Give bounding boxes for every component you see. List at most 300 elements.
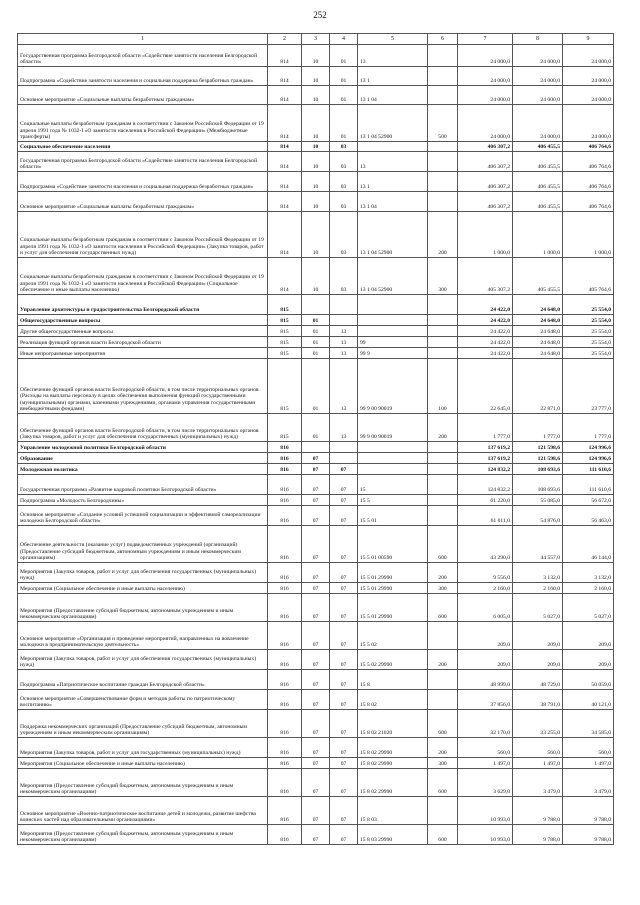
table-body [18, 45, 614, 845]
table-row [18, 475, 614, 495]
row-name-cell: Основное мероприятие «Совершенствование форм и методов работы по патриотическому воспитанию» [18, 690, 268, 710]
table-row [18, 650, 614, 670]
row-name-cell: Мероприятия (Предоставление субсидий бюджетным, автономным учреждениям и иным некоммерческим организациям) [18, 769, 268, 797]
row-value-cell: 50 059,0 [563, 670, 614, 690]
row-value-cell: 01 [330, 45, 358, 67]
row-value-cell: 25 554,0 [563, 326, 614, 337]
row-value-cell: 07 [302, 594, 330, 622]
row-name-cell: Мероприятия (Предоставление субсидий бюджетным, автономным учреждениям и иным некоммерческим организациям) [18, 594, 268, 622]
row-value-cell: 25 554,0 [563, 348, 614, 359]
row-value-cell: 816 [268, 442, 302, 453]
row-value-cell: 48 729,0 [513, 670, 563, 690]
row-value-cell: 121 598,6 [513, 442, 563, 453]
row-value-cell: 32 170,0 [458, 710, 513, 738]
row-name-cell: Подпрограмма «Патриотическое воспитание граждан Белгородской области» [18, 670, 268, 690]
table-row [18, 622, 614, 650]
row-value-cell: 600 [428, 825, 458, 845]
row-value-cell: 3 629,0 [458, 769, 513, 797]
row-value-cell [428, 797, 458, 825]
row-value-cell: 03 [330, 152, 358, 172]
row-value-cell: 814 [268, 212, 302, 258]
row-value-cell [358, 326, 428, 337]
row-value-cell: 03 [330, 258, 358, 295]
row-value-cell: 9 556,0 [458, 563, 513, 583]
row-value-cell: 01 [330, 67, 358, 86]
row-value-cell [428, 690, 458, 710]
row-name-cell: Подпрограмма «Молодость Белгородчины» [18, 495, 268, 506]
column-header: 8 [513, 34, 563, 45]
table-row [18, 67, 614, 86]
row-value-cell: 814 [268, 45, 302, 67]
row-value-cell: 07 [330, 622, 358, 650]
row-value-cell: 07 [302, 622, 330, 650]
row-name-cell: Мероприятия (Закупка товаров, работ и услуг для обеспечения государственных (муниципальных) нужд) [18, 563, 268, 583]
row-value-cell: 816 [268, 563, 302, 583]
row-value-cell: 814 [268, 142, 302, 152]
row-value-cell: 600 [428, 526, 458, 563]
row-value-cell: 816 [268, 583, 302, 594]
row-value-cell: 01 [302, 315, 330, 326]
table-row [18, 738, 614, 758]
row-value-cell: 3 132,0 [513, 563, 563, 583]
row-value-cell: 07 [302, 464, 330, 475]
table-row [18, 594, 614, 622]
row-value-cell: 99 9 00 90019 [358, 359, 428, 414]
row-value-cell: 13 1 [358, 172, 428, 192]
row-value-cell: 9 788,0 [563, 797, 614, 825]
row-value-cell: 10 [302, 105, 330, 142]
row-value-cell: 24 648,0 [513, 326, 563, 337]
row-value-cell: 200 [428, 414, 458, 442]
row-value-cell: 1 497,0 [513, 758, 563, 769]
row-value-cell: 07 [330, 650, 358, 670]
table-row [18, 825, 614, 845]
row-value-cell: 40 121,0 [563, 690, 614, 710]
row-value-cell: 24 000,0 [563, 86, 614, 105]
row-value-cell: 15 5 [358, 495, 428, 506]
row-value-cell: 07 [302, 583, 330, 594]
row-value-cell: 07 [302, 650, 330, 670]
row-value-cell: 815 [268, 414, 302, 442]
row-value-cell: 07 [330, 690, 358, 710]
row-value-cell [428, 86, 458, 105]
row-value-cell: 405 307,2 [458, 258, 513, 295]
row-name-cell: Образование [18, 453, 268, 464]
row-value-cell: 13 [330, 337, 358, 348]
table-row [18, 563, 614, 583]
table-row [18, 337, 614, 348]
row-name-cell: Мероприятия (Социальное обеспечение и иные выплаты населению) [18, 758, 268, 769]
row-value-cell [428, 495, 458, 506]
row-value-cell: 24 648,0 [513, 315, 563, 326]
row-value-cell: 43 290,0 [458, 526, 513, 563]
column-header: 2 [268, 34, 302, 45]
row-value-cell: 01 [302, 414, 330, 442]
row-value-cell: 15 5 02 29990 [358, 650, 428, 670]
table-row [18, 453, 614, 464]
row-value-cell: 10 [302, 67, 330, 86]
row-value-cell: 13 [330, 359, 358, 414]
row-value-cell: 816 [268, 526, 302, 563]
row-value-cell: 24 000,0 [513, 86, 563, 105]
row-value-cell: 814 [268, 105, 302, 142]
row-value-cell: 46 144,0 [563, 526, 614, 563]
row-value-cell: 15 8 02 21020 [358, 710, 428, 738]
row-value-cell: 15 8 [358, 670, 428, 690]
row-value-cell: 07 [302, 710, 330, 738]
row-value-cell: 24 000,0 [513, 67, 563, 86]
row-value-cell: 15 [358, 475, 428, 495]
row-value-cell [428, 506, 458, 526]
row-value-cell [428, 453, 458, 464]
row-value-cell: 815 [268, 315, 302, 326]
row-value-cell: 24 422,0 [458, 326, 513, 337]
row-value-cell: 600 [428, 769, 458, 797]
row-value-cell: 300 [428, 758, 458, 769]
row-value-cell: 03 [330, 212, 358, 258]
row-value-cell: 07 [330, 670, 358, 690]
row-value-cell: 13 1 04 52900 [358, 258, 428, 295]
row-value-cell: 816 [268, 650, 302, 670]
row-value-cell: 1 777,0 [563, 414, 614, 442]
table-row [18, 192, 614, 212]
row-value-cell: 07 [302, 563, 330, 583]
row-value-cell [428, 442, 458, 453]
row-value-cell [428, 622, 458, 650]
row-value-cell [358, 453, 428, 464]
row-value-cell: 24 000,0 [458, 45, 513, 67]
row-value-cell: 815 [268, 326, 302, 337]
row-value-cell: 07 [330, 464, 358, 475]
row-value-cell: 124 996,6 [563, 453, 614, 464]
row-value-cell: 814 [268, 192, 302, 212]
row-value-cell [358, 295, 428, 315]
row-value-cell: 01 [302, 348, 330, 359]
row-value-cell: 03 [330, 172, 358, 192]
row-value-cell: 07 [330, 738, 358, 758]
table-row [18, 495, 614, 506]
column-header: 1 [18, 34, 268, 45]
row-value-cell: 500 [428, 105, 458, 142]
row-name-cell: Основное мероприятие «Создание условий успешной социализации и эффективной самореализации молодежи Белгородской области» [18, 506, 268, 526]
row-value-cell: 15 8 02 [358, 690, 428, 710]
row-value-cell: 24 422,0 [458, 295, 513, 315]
row-value-cell [302, 442, 330, 453]
row-value-cell: 13 [330, 348, 358, 359]
table-row [18, 105, 614, 142]
row-value-cell: 816 [268, 758, 302, 769]
row-value-cell: 300 [428, 258, 458, 295]
row-name-cell: Мероприятия (Предоставление субсидий бюджетным, автономным учреждениям и иным некоммерческим организациям) [18, 825, 268, 845]
table-row [18, 142, 614, 152]
row-value-cell: 07 [302, 797, 330, 825]
row-value-cell [428, 315, 458, 326]
row-value-cell: 15 5 01 00590 [358, 526, 428, 563]
row-value-cell: 25 554,0 [563, 337, 614, 348]
row-value-cell: 07 [330, 495, 358, 506]
row-value-cell [330, 315, 358, 326]
row-value-cell: 24 000,0 [458, 86, 513, 105]
row-value-cell [302, 295, 330, 315]
row-value-cell: 48 999,0 [458, 670, 513, 690]
row-value-cell: 13 [330, 414, 358, 442]
row-value-cell [428, 670, 458, 690]
row-name-cell: Основное мероприятие «Социальные выплаты безработным гражданам» [18, 192, 268, 212]
row-value-cell: 9 788,0 [563, 825, 614, 845]
row-value-cell [428, 348, 458, 359]
row-value-cell: 815 [268, 348, 302, 359]
row-value-cell: 406 455,5 [513, 172, 563, 192]
row-name-cell: Подпрограмма «Содействие занятости населения и социальная поддержка безработных граждан» [18, 67, 268, 86]
row-value-cell: 124 996,6 [563, 442, 614, 453]
table-row [18, 758, 614, 769]
row-value-cell: 22 871,0 [513, 359, 563, 414]
row-value-cell: 209,0 [458, 622, 513, 650]
row-value-cell: 24 000,0 [458, 105, 513, 142]
row-value-cell: 1 000,0 [513, 212, 563, 258]
row-value-cell [428, 67, 458, 86]
row-value-cell: 405 764,6 [563, 258, 614, 295]
table-row [18, 45, 614, 67]
row-value-cell: 406 307,2 [458, 152, 513, 172]
row-value-cell: 23 777,0 [563, 359, 614, 414]
row-value-cell: 13 1 04 [358, 192, 428, 212]
row-value-cell: 200 [428, 212, 458, 258]
row-name-cell: Управление архитектуры и градостроительства Белгородской области [18, 295, 268, 315]
row-value-cell [428, 152, 458, 172]
row-value-cell: 137 619,2 [458, 442, 513, 453]
row-value-cell: 406 307,2 [458, 172, 513, 192]
row-value-cell: 814 [268, 86, 302, 105]
row-value-cell: 24 422,0 [458, 337, 513, 348]
row-value-cell: 600 [428, 594, 458, 622]
row-value-cell [330, 295, 358, 315]
row-value-cell: 3 479,0 [563, 769, 614, 797]
row-value-cell: 07 [330, 710, 358, 738]
row-value-cell: 2 160,0 [458, 583, 513, 594]
row-value-cell: 15 8 03 [358, 797, 428, 825]
row-value-cell: 814 [268, 258, 302, 295]
row-value-cell: 406 764,6 [563, 172, 614, 192]
row-value-cell: 01 [330, 105, 358, 142]
row-value-cell: 07 [302, 495, 330, 506]
row-value-cell [330, 453, 358, 464]
row-value-cell: 07 [302, 738, 330, 758]
row-value-cell: 816 [268, 594, 302, 622]
row-value-cell: 209,0 [513, 622, 563, 650]
row-value-cell: 10 [302, 142, 330, 152]
row-value-cell: 25 554,0 [563, 295, 614, 315]
row-value-cell: 124 832,2 [458, 475, 513, 495]
row-value-cell: 406 307,2 [458, 142, 513, 152]
row-value-cell: 2 160,0 [513, 583, 563, 594]
row-value-cell: 15 5 02 [358, 622, 428, 650]
row-value-cell: 815 [268, 359, 302, 414]
row-name-cell: Государственная программа «Развитие кадровой политики Белгородской области» [18, 475, 268, 495]
row-value-cell: 816 [268, 622, 302, 650]
row-value-cell: 209,0 [563, 622, 614, 650]
row-value-cell: 406 764,6 [563, 192, 614, 212]
row-value-cell: 54 876,0 [513, 506, 563, 526]
table-row [18, 710, 614, 738]
row-value-cell: 44 557,0 [513, 526, 563, 563]
row-value-cell: 10 [302, 192, 330, 212]
row-value-cell: 10 [302, 45, 330, 67]
row-value-cell: 815 [268, 295, 302, 315]
row-value-cell [428, 475, 458, 495]
row-value-cell: 24 648,0 [513, 337, 563, 348]
column-header: 7 [458, 34, 513, 45]
row-value-cell: 108 693,6 [513, 475, 563, 495]
row-value-cell: 3 132,0 [563, 563, 614, 583]
row-value-cell: 61 220,0 [458, 495, 513, 506]
table-row [18, 414, 614, 442]
row-name-cell: Основное мероприятие «Социальные выплаты безработным гражданам» [18, 86, 268, 105]
row-name-cell: Социальное обеспечение населения [18, 142, 268, 152]
row-value-cell: 07 [330, 563, 358, 583]
row-value-cell: 37 856,0 [458, 690, 513, 710]
row-value-cell: 07 [330, 475, 358, 495]
row-value-cell: 815 [268, 337, 302, 348]
row-name-cell: Общегосударственные вопросы [18, 315, 268, 326]
table-row [18, 315, 614, 326]
row-name-cell: Социальные выплаты безработным гражданам в соответствии с Законом Российской Федерации от 19 апреля 1991 года № 1032-I «О занятости населения в Российской Федерации» (Закупка товаров, работ и услуг для обеспечения государственных нужд) [18, 212, 268, 258]
row-name-cell: Основное мероприятие «Военно-патриотическое воспитание детей и молодежи, развитие шефства воинских частей над образовательными организациями» [18, 797, 268, 825]
row-value-cell: 200 [428, 650, 458, 670]
row-value-cell: 111 610,6 [563, 464, 614, 475]
row-value-cell: 24 648,0 [513, 348, 563, 359]
row-value-cell [428, 142, 458, 152]
row-value-cell [428, 192, 458, 212]
row-value-cell: 10 993,0 [458, 797, 513, 825]
row-value-cell: 121 598,6 [513, 453, 563, 464]
row-value-cell [358, 315, 428, 326]
row-value-cell [358, 442, 428, 453]
row-value-cell: 406 455,5 [513, 142, 563, 152]
row-name-cell: Государственная программа Белгородской области «Содействие занятости населения Белгородской области» [18, 45, 268, 67]
row-value-cell: 03 [330, 192, 358, 212]
row-value-cell: 816 [268, 495, 302, 506]
row-value-cell: 300 [428, 583, 458, 594]
row-value-cell: 406 764,6 [563, 142, 614, 152]
row-value-cell: 816 [268, 453, 302, 464]
row-value-cell: 24 648,0 [513, 295, 563, 315]
row-value-cell: 07 [302, 453, 330, 464]
row-value-cell: 22 645,0 [458, 359, 513, 414]
row-name-cell: Социальные выплаты безработным гражданам в соответствии с Законом Российской Федерации от 19 апреля 1991 года № 1032-I «О занятости населения в Российской Федерации» (Социальное обеспечение и иные выплаты населению) [18, 258, 268, 295]
row-value-cell: 10 [302, 152, 330, 172]
row-value-cell: 13 [330, 326, 358, 337]
row-value-cell: 56 672,0 [563, 495, 614, 506]
row-value-cell: 560,0 [513, 738, 563, 758]
row-name-cell: Реализация функций органов власти Белгородской области [18, 337, 268, 348]
row-value-cell: 137 619,2 [458, 453, 513, 464]
row-value-cell: 209,0 [513, 650, 563, 670]
row-value-cell: 405 455,5 [513, 258, 563, 295]
row-value-cell: 406 764,6 [563, 152, 614, 172]
row-value-cell [358, 464, 428, 475]
row-value-cell [428, 464, 458, 475]
row-value-cell: 816 [268, 690, 302, 710]
row-value-cell: 07 [302, 769, 330, 797]
row-name-cell: Основное мероприятие «Организация и проведение мероприятий, направленных на вовлечение молодежи в предпринимательскую деятельность» [18, 622, 268, 650]
row-value-cell: 9 788,0 [513, 825, 563, 845]
row-value-cell: 01 [302, 326, 330, 337]
row-name-cell: Мероприятия (Закупка товаров, работ и услуг для обеспечения государственных (муниципальных) нужд) [18, 650, 268, 670]
row-value-cell: 07 [330, 583, 358, 594]
row-value-cell: 15 8 02 29990 [358, 758, 428, 769]
row-value-cell: 2 160,0 [563, 583, 614, 594]
row-name-cell: Поддержка некоммерческих организаций (Предоставление субсидий бюджетным, автономным учреждениям и иным некоммерческим организациям) [18, 710, 268, 738]
row-name-cell: Обеспечение деятельности (оказание услуг) подведомственных учреждений (организаций) (Предоставление субсидий бюджетным, автономным учреждениям и иным некоммерческим организациям) [18, 526, 268, 563]
row-value-cell: 07 [302, 475, 330, 495]
row-value-cell: 15 5 01 29990 [358, 594, 428, 622]
row-value-cell: 9 788,0 [513, 797, 563, 825]
column-header: 3 [302, 34, 330, 45]
row-value-cell: 200 [428, 738, 458, 758]
row-name-cell: Молодежная политика [18, 464, 268, 475]
row-name-cell: Другие общегосударственные вопросы [18, 326, 268, 337]
row-value-cell [330, 442, 358, 453]
row-value-cell: 24 000,0 [563, 45, 614, 67]
column-header: 9 [563, 34, 614, 45]
row-value-cell: 03 [330, 142, 358, 152]
row-value-cell: 814 [268, 67, 302, 86]
table-header-row [18, 34, 614, 45]
table-row [18, 172, 614, 192]
column-header: 5 [358, 34, 428, 45]
row-value-cell: 24 000,0 [513, 105, 563, 142]
table-row [18, 152, 614, 172]
row-value-cell: 99 9 [358, 348, 428, 359]
row-value-cell: 816 [268, 475, 302, 495]
table-row [18, 526, 614, 563]
row-value-cell: 100 [428, 359, 458, 414]
row-value-cell: 209,0 [563, 650, 614, 670]
row-value-cell: 61 011,0 [458, 506, 513, 526]
row-value-cell: 1 777,0 [513, 414, 563, 442]
row-value-cell: 814 [268, 152, 302, 172]
row-name-cell: Управление молодежной политики Белгородской области [18, 442, 268, 453]
budget-table [17, 33, 614, 845]
row-name-cell: Государственная программа Белгородской области «Содействие занятости населения Белгородской области» [18, 152, 268, 172]
row-value-cell: 07 [302, 825, 330, 845]
row-name-cell: Социальные выплаты безработным гражданам в соответствии с Законом Российской Федерации от 19 апреля 1991 года № 1032-I «О занятости населения в Российской Федерации» (Межбюджетные трансферты) [18, 105, 268, 142]
row-value-cell: 07 [302, 758, 330, 769]
row-value-cell: 10 993,0 [458, 825, 513, 845]
row-value-cell: 34 585,0 [563, 710, 614, 738]
row-value-cell: 816 [268, 769, 302, 797]
row-value-cell: 816 [268, 797, 302, 825]
row-value-cell: 3 479,0 [513, 769, 563, 797]
row-value-cell: 13 1 [358, 67, 428, 86]
table-row [18, 359, 614, 414]
row-value-cell: 07 [330, 769, 358, 797]
row-name-cell: Подпрограмма «Содействие занятости населения и социальная поддержка безработных граждан» [18, 172, 268, 192]
table-row [18, 464, 614, 475]
row-value-cell: 1 497,0 [563, 758, 614, 769]
row-value-cell [428, 337, 458, 348]
table-row [18, 797, 614, 825]
row-value-cell [428, 172, 458, 192]
row-value-cell: 13 [358, 152, 428, 172]
table-row [18, 769, 614, 797]
row-value-cell: 99 9 00 90019 [358, 414, 428, 442]
row-value-cell: 816 [268, 506, 302, 526]
row-value-cell: 406 307,2 [458, 192, 513, 212]
row-value-cell: 1 000,0 [563, 212, 614, 258]
row-name-cell: Мероприятия (Закупка товаров, работ и услуг для государственных (муниципальных) нужд) [18, 738, 268, 758]
